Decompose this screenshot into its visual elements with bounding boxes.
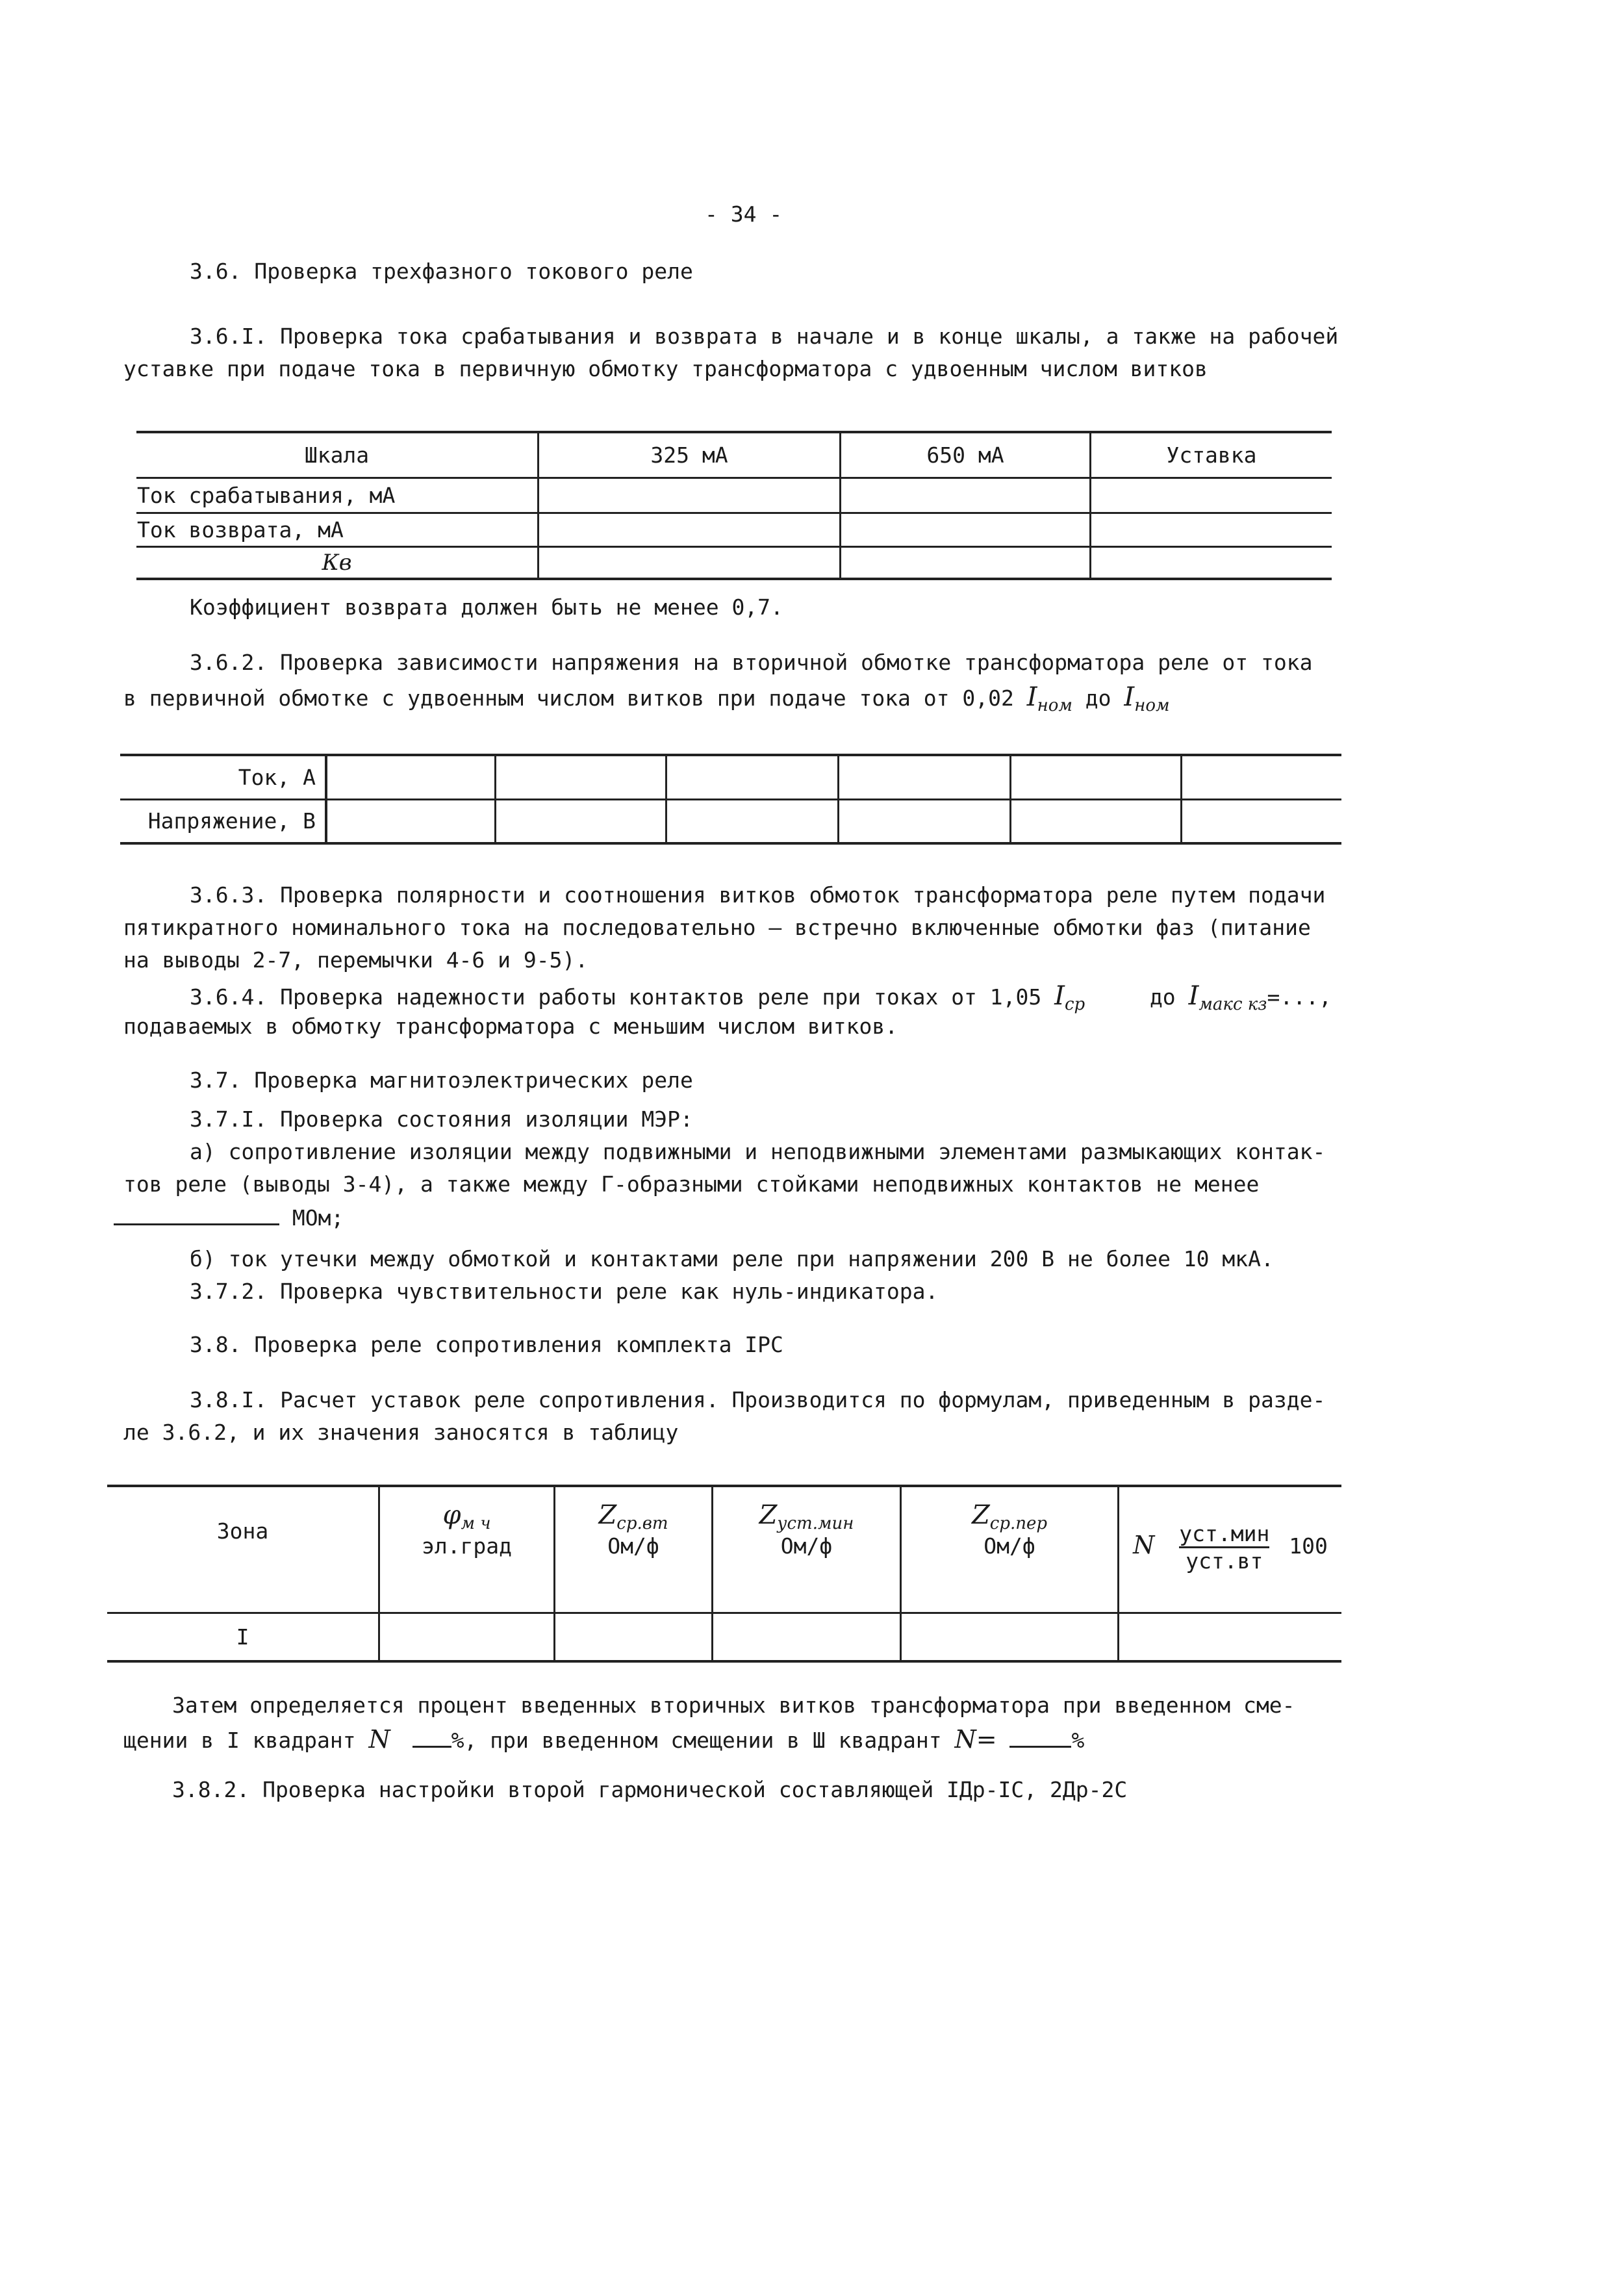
t1-cell[interactable] (539, 546, 841, 579)
t2-cell[interactable] (839, 755, 1011, 799)
p-3-7-1: 3.7.I. Проверка состояния изоляции МЭР: (190, 1106, 693, 1132)
t2-cell[interactable] (1011, 799, 1182, 843)
then-line2: щении в I квадрант N %, при введенном смещении в Ш квадрант N= % (123, 1725, 1085, 1754)
t3-cell[interactable] (1119, 1613, 1342, 1661)
t2-cell[interactable] (326, 755, 496, 799)
p-3-8-1-line1: 3.8.I. Расчет уставок реле сопротивления. Производится по формулам, приведенным в разде- (190, 1387, 1326, 1412)
t2-cell[interactable] (666, 799, 839, 843)
section-3-6-title: 3.6. Проверка трехфазного токового реле (190, 259, 693, 284)
t2-cell[interactable] (1182, 799, 1342, 843)
t1-cell[interactable] (539, 478, 841, 513)
p-3-6-4-line1: 3.6.4. Проверка надежности работы контактов реле при токах от 1,05 $I_{ср}$ до $I_{макс кз}=$..., (190, 981, 1332, 1014)
t1-header-650: 650 мА (841, 432, 1091, 478)
t3-cell[interactable] (713, 1613, 901, 1661)
t2-cell[interactable] (496, 799, 666, 843)
p-3-7-1-b: б) ток утечки между обмоткой и контактами реле при напряжении 200 В не более 10 мкА. (190, 1246, 1274, 1271)
t3-header-zone: Зона (107, 1486, 379, 1613)
p-3-7-1-a-line2: тов реле (выводы 3-4), а также между Г-образными стойками неподвижных контактов не менее (123, 1171, 1260, 1197)
t3-cell[interactable] (379, 1613, 555, 1661)
t1-cell[interactable] (841, 513, 1091, 546)
t1-header-setting: Уставка (1091, 432, 1332, 478)
t2-cell[interactable] (326, 799, 496, 843)
i-nom-symbol: I (1124, 682, 1135, 712)
t1-cell[interactable] (1091, 546, 1332, 579)
t3-row-zone-I: I (107, 1613, 379, 1661)
t1-cell[interactable] (1091, 513, 1332, 546)
t2-cell[interactable] (496, 755, 666, 799)
t3-header-z-per: $Z_{ср.пер}$ Ом/ф (901, 1486, 1119, 1613)
t2-cell[interactable] (839, 799, 1011, 843)
t3-cell[interactable] (901, 1613, 1119, 1661)
t3-header-n-ratio: N уст.мин уст.вт 100 (1119, 1486, 1342, 1613)
t2-row-voltage: Напряжение, В (120, 799, 326, 843)
t1-cell[interactable] (539, 513, 841, 546)
table-resistance-settings (107, 1485, 1341, 1663)
t3-header-z-min: $Z_{уст.мин}$ Ом/ф (713, 1486, 901, 1613)
p-3-6-1-line2: уставке при подаче тока в первичную обмотку трансформатора с удвоенным числом витков (123, 356, 1208, 381)
t1-cell[interactable] (841, 546, 1091, 579)
p-3-6-3-line1: 3.6.3. Проверка полярности и соотношения витков обмоток трансформатора реле путем подачи (190, 882, 1326, 908)
p-3-6-2-line1: 3.6.2. Проверка зависимости напряжения на вторичной обмотке трансформатора реле от тока (190, 650, 1313, 675)
t2-cell[interactable] (1011, 755, 1182, 799)
i-nom-symbol: I (1026, 682, 1037, 712)
fill-in-blank[interactable] (412, 1726, 451, 1748)
t3-header-phi: $\varphi_{м ч}$ эл.град (379, 1486, 555, 1613)
t1-header-325: 325 мА (539, 432, 841, 478)
i-symbol: I (1054, 981, 1065, 1011)
then-line1: Затем определяется процент введенных вторичных витков трансформатора при введенном сме- (172, 1693, 1295, 1718)
t1-row-pickup: Ток срабатывания, мА (136, 478, 539, 513)
p-3-8-2: 3.8.2. Проверка настройки второй гармонической составляющей IДр-IС, 2Др-2С (172, 1777, 1128, 1802)
return-coefficient-note: Коэффициент возврата должен быть не менее 0,7. (190, 594, 783, 620)
p-3-7-1-a-line3: МОм; (114, 1204, 344, 1231)
p-3-7-2: 3.7.2. Проверка чувствительности реле как нуль-индикатора. (190, 1279, 939, 1304)
fill-in-blank[interactable] (1009, 1726, 1071, 1748)
section-3-7-title: 3.7. Проверка магнитоэлектрических реле (190, 1067, 693, 1093)
p-3-6-3-line3: на выводы 2-7, перемычки 4-6 и 9-5). (123, 947, 589, 973)
i-symbol: I (1188, 981, 1199, 1011)
t1-cell[interactable] (841, 478, 1091, 513)
t1-row-return: Ток возврата, мА (136, 513, 539, 546)
t2-cell[interactable] (1182, 755, 1342, 799)
fill-in-blank[interactable] (114, 1204, 279, 1225)
t3-header-z-cp-bt: $Z_{ср.вт}$ Ом/ф (555, 1486, 713, 1613)
table-current-relay (136, 431, 1332, 580)
t3-cell[interactable] (555, 1613, 713, 1661)
table-voltage-current (120, 754, 1341, 845)
t1-header-scale: Шкала (136, 432, 539, 478)
p-3-6-2-line2: в первичной обмотке с удвоенным числом витков при подаче тока от 0,02 $I_{ном}$ до $I_{ном}$ (123, 682, 1170, 715)
p-3-8-1-line2: ле 3.6.2, и их значения заносятся в таблицу (123, 1420, 679, 1445)
p-3-6-4-line2: подаваемых в обмотку трансформатора с меньшим числом витков. (123, 1014, 898, 1039)
t2-cell[interactable] (666, 755, 839, 799)
p-3-6-1-line1: 3.6.I. Проверка тока срабатывания и возврата в начале и в конце шкалы, а также на рабочей (190, 324, 1339, 349)
section-3-8-title: 3.8. Проверка реле сопротивления комплекта IPC (190, 1332, 783, 1357)
page-number: - 34 - (705, 201, 783, 227)
p-3-7-1-a-line1: а) сопротивление изоляции между подвижными и неподвижными элементами размыкающих контак- (190, 1139, 1326, 1164)
t1-row-kv: Кв (136, 546, 539, 579)
t2-row-current: Ток, А (120, 755, 326, 799)
p-3-6-3-line2: пятикратного номинального тока на последовательно — встречно включенные обмотки фаз (питание (123, 915, 1311, 940)
t1-cell[interactable] (1091, 478, 1332, 513)
